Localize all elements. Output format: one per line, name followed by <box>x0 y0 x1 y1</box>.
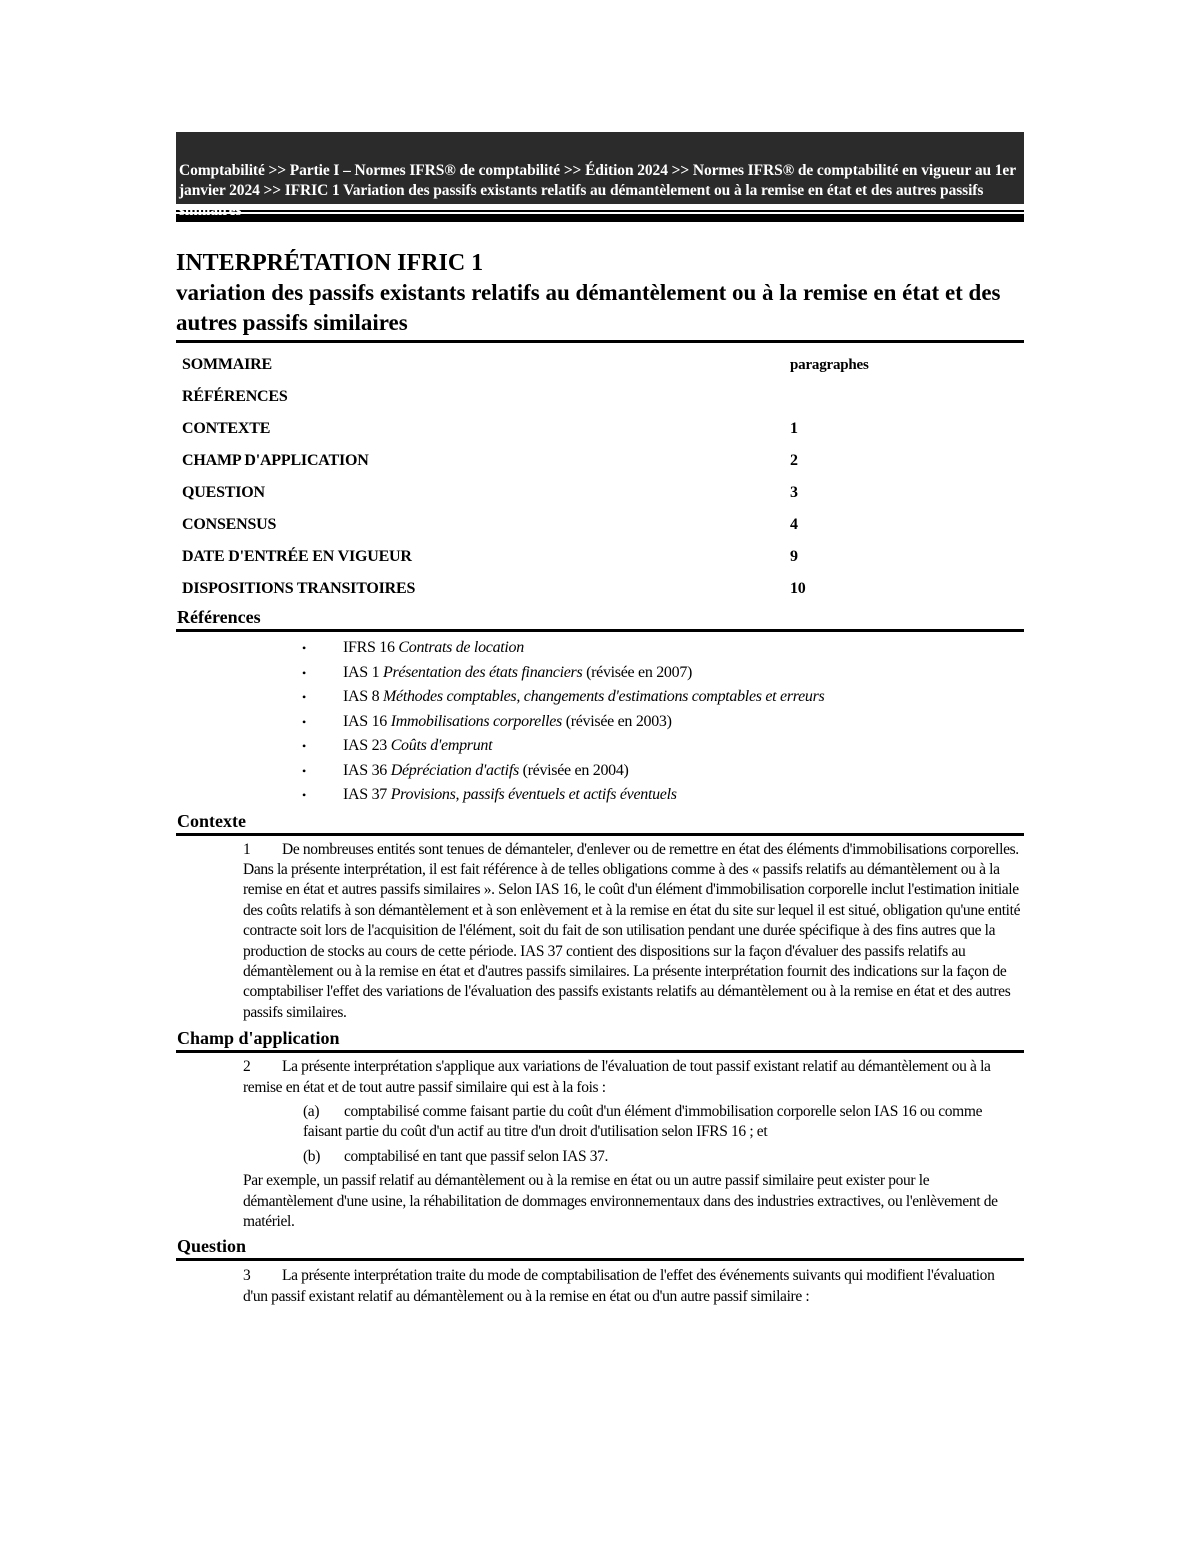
ref-code: IAS 23 <box>343 737 391 754</box>
title-divider <box>176 340 1024 343</box>
header-divider-thin <box>176 210 1024 212</box>
bullet-icon: • <box>302 788 306 802</box>
toc-row[interactable] <box>176 509 1024 541</box>
section-divider <box>176 629 1024 632</box>
sub-item-label: (a) <box>303 1102 320 1120</box>
toc-row-label[interactable]: DATE D'ENTRÉE EN VIGUEUR <box>182 548 412 565</box>
section-divider <box>176 833 1024 836</box>
paragraph-example: Par exemple, un passif relatif au démantèlement ou à la remise en état ou un autre passif similaire peut exister pour le démantèlement d'une usine, la réhabilitation de dommages environnementaux dans des industries extractives, ou l'enlèvement de matériel. <box>243 1172 998 1230</box>
toc-row[interactable] <box>176 413 1024 445</box>
toc-row-label[interactable]: QUESTION <box>182 484 265 501</box>
bullet-icon: • <box>302 641 306 655</box>
ref-title: Présentation des états financiers <box>382 663 583 681</box>
paragraph-3 <box>243 1266 1022 1307</box>
paragraph-text: La présente interprétation s'applique aux variations de l'évaluation de tout passif existant relatif au démantèlement ou à la remise en état et de tout autre passif similaire qui est à la fois : <box>243 1058 991 1096</box>
ref-title: Dépréciation d'actifs <box>390 761 519 779</box>
section-heading-references: Références <box>177 607 261 627</box>
list-item <box>176 759 1024 784</box>
header-divider-thick <box>176 214 1024 222</box>
bullet-icon: • <box>302 714 306 729</box>
toc-row[interactable] <box>176 541 1024 573</box>
paragraph-2 <box>243 1057 1022 1098</box>
section-heading-champ: Champ d'application <box>177 1028 340 1049</box>
bullet-icon: • <box>302 739 306 753</box>
list-item <box>176 710 1024 735</box>
paragraph-number: 3 <box>243 1267 251 1285</box>
bullet-icon: • <box>302 665 306 680</box>
toc-header-paragraphs: paragraphes <box>790 356 869 373</box>
toc-row-num <box>790 381 1024 413</box>
sub-item-text: comptabilisé comme faisant partie du coût d'un élément d'immobilisation corporelle selon IAS 16 ou comme faisant partie du coût d'un actif au titre d'un droit d'utilisation selon IFRS 16 ; et <box>303 1102 983 1141</box>
toc-row[interactable] <box>176 573 1024 605</box>
toc-row-num: 1 <box>790 420 798 437</box>
list-item <box>176 661 1024 686</box>
references-list <box>176 636 1024 808</box>
section-divider <box>176 1258 1024 1261</box>
document-page <box>176 132 1024 1307</box>
ref-code: IAS 1 <box>343 663 383 681</box>
paragraph-number: 2 <box>243 1058 251 1076</box>
ref-title: Méthodes comptables, changements d'estimations comptables et erreurs <box>382 688 825 705</box>
ref-note: (révisée en 2003) <box>562 712 672 730</box>
paragraph-text: La présente interprétation traite du mode de comptabilisation de l'effet des événements suivants qui modifient l'évaluation d'un passif existant relatif au démantèlement ou à la remise en état ou d'un autre passif similaire : <box>243 1267 995 1305</box>
toc-row-label[interactable]: DISPOSITIONS TRANSITOIRES <box>182 580 416 597</box>
toc-row-num: 10 <box>790 580 806 597</box>
ref-code: IAS 37 <box>343 786 391 803</box>
section-heading-question: Question <box>177 1236 247 1257</box>
sub-item-text: comptabilisé en tant que passif selon IAS 37. <box>344 1147 609 1165</box>
ref-title: Immobilisations corporelles <box>390 712 562 730</box>
table-of-contents <box>176 349 1024 605</box>
sub-item-a <box>303 1102 1022 1143</box>
ref-title: Provisions, passifs éventuels et actifs éventuels <box>390 786 677 803</box>
toc-row-num: 3 <box>790 484 798 501</box>
toc-row-label[interactable]: CONTEXTE <box>182 420 271 437</box>
toc-row[interactable] <box>176 381 1024 413</box>
toc-header-row <box>176 349 1024 381</box>
list-item <box>176 636 1024 661</box>
ref-code: IAS 36 <box>343 761 391 779</box>
breadcrumb-text[interactable]: Comptabilité >> Partie I – Normes IFRS® de comptabilité >> Édition 2024 >> Normes IFRS® de comptabilité en vigueur au 1er janvier 2024 >> IFRIC 1 Variation des passifs existants relatifs au démantèlement ou à la remise en état et des autres passifs similaires <box>179 162 1016 219</box>
ref-code: IFRS 16 <box>343 639 399 656</box>
ref-title: Contrats de location <box>398 639 524 656</box>
ref-title: Coûts d'emprunt <box>390 737 493 754</box>
ref-note: (révisée en 2007) <box>582 663 693 681</box>
toc-row[interactable] <box>176 445 1024 477</box>
bullet-icon: • <box>302 763 306 778</box>
toc-row-label[interactable]: CHAMP D'APPLICATION <box>182 452 369 469</box>
section-divider <box>176 1050 1024 1053</box>
toc-row-label[interactable]: RÉFÉRENCES <box>182 388 288 405</box>
page-title <box>176 248 1024 338</box>
toc-header-label: SOMMAIRE <box>182 356 272 373</box>
section-heading-contexte: Contexte <box>177 810 246 831</box>
bullet-icon: • <box>302 690 306 704</box>
ref-code: IAS 8 <box>343 688 383 705</box>
breadcrumb <box>176 132 1024 219</box>
list-item <box>176 734 1024 759</box>
paragraph-1 <box>243 840 1022 1024</box>
sub-item-label: (b) <box>303 1147 321 1165</box>
toc-row[interactable] <box>176 477 1024 509</box>
toc-row-num: 2 <box>790 452 798 469</box>
toc-row-label[interactable]: CONSENSUS <box>182 516 277 533</box>
list-item <box>176 685 1024 710</box>
title-line-1: INTERPRÉTATION IFRIC 1 <box>176 250 484 276</box>
paragraph-text: De nombreuses entités sont tenues de démanteler, d'enlever ou de remettre en état des éléments d'immobilisations corporelles. Dans la présente interprétation, il est fait référence à de telles obligations comme à des « passifs relatifs au démantèlement ou à la remise en état et autres passifs similaires ». Selon IAS 16, le coût d'un élément d'immobilisation corporelle inclut l'estimation initiale des coûts relatifs à son démantèlement et à son enlèvement et à la remise en état du site sur lequel il est situé, obligation qu'une entité contracte soit lors de l'acquisition de l'élément, soit du fait de son utilisation pendant une durée spécifique à des fins autres que la production de stocks au cours de cette période. IAS 37 contient des dispositions sur la façon d'évaluer des passifs relatifs au démantèlement ou à la remise en état et d'autres passifs similaires. La présente interprétation fournit des indications sur la façon de comptabiliser l'effet des variations de l'évaluation des passifs existants relatifs au démantèlement ou à la remise en état et des autres passifs similaires. <box>243 840 1021 1021</box>
ref-code: IAS 16 <box>343 712 391 730</box>
sub-item-b <box>303 1147 1022 1167</box>
ref-note: (révisée en 2004) <box>518 761 629 779</box>
title-line-2: variation des passifs existants relatifs au démantèlement ou à la remise en état et des autres passifs similaires <box>176 280 1001 335</box>
toc-row-num: 4 <box>790 516 798 533</box>
toc-row-num: 9 <box>790 548 798 565</box>
paragraph-number: 1 <box>243 840 251 858</box>
list-item <box>176 783 1024 808</box>
